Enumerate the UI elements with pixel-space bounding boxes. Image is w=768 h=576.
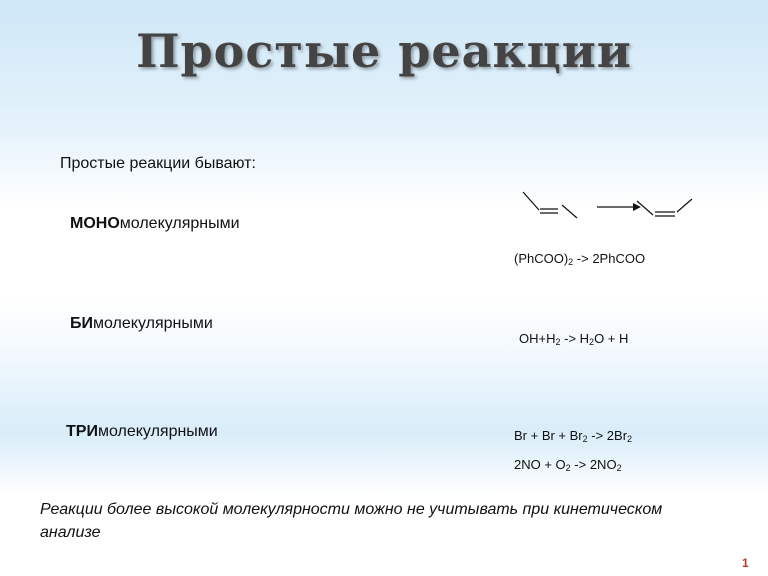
page-number: 1 [742,556,749,570]
tri-prefix: ТРИ [66,423,98,440]
mono-suffix: молекулярными [119,215,240,232]
mono-molecular-label [70,215,240,233]
isomerization-diagram [515,188,695,228]
bi-prefix: БИ [70,315,93,332]
equation-tri-no: $2NO + O_2 -> 2NO_2$ [514,457,622,473]
bond-line [677,199,692,212]
slide-title: Простые реакции [136,24,632,78]
bond-line [562,205,577,218]
equation-mono: $(PhCOO)_2$ -> 2PhCOO [514,251,646,267]
bond-line [523,192,539,210]
tri-suffix: молекулярными [97,423,218,440]
mono-prefix: МОНО [70,215,120,232]
tri-molecular-label [66,423,218,441]
bi-molecular-label [70,315,213,333]
equation-tri-bromine: $Br + Br + Br_2 -> 2Br_2$ [514,428,633,444]
intro-text: Простые реакции бывают: [60,155,256,172]
equation-bi: $OH+H_2 -> H_2O + H$ [519,331,629,347]
bond-line [637,201,653,215]
bi-suffix: молекулярными [93,315,213,332]
footnote-text: Реакции более высокой молекулярности можно не учитывать при кинетическом анализе [40,501,663,541]
